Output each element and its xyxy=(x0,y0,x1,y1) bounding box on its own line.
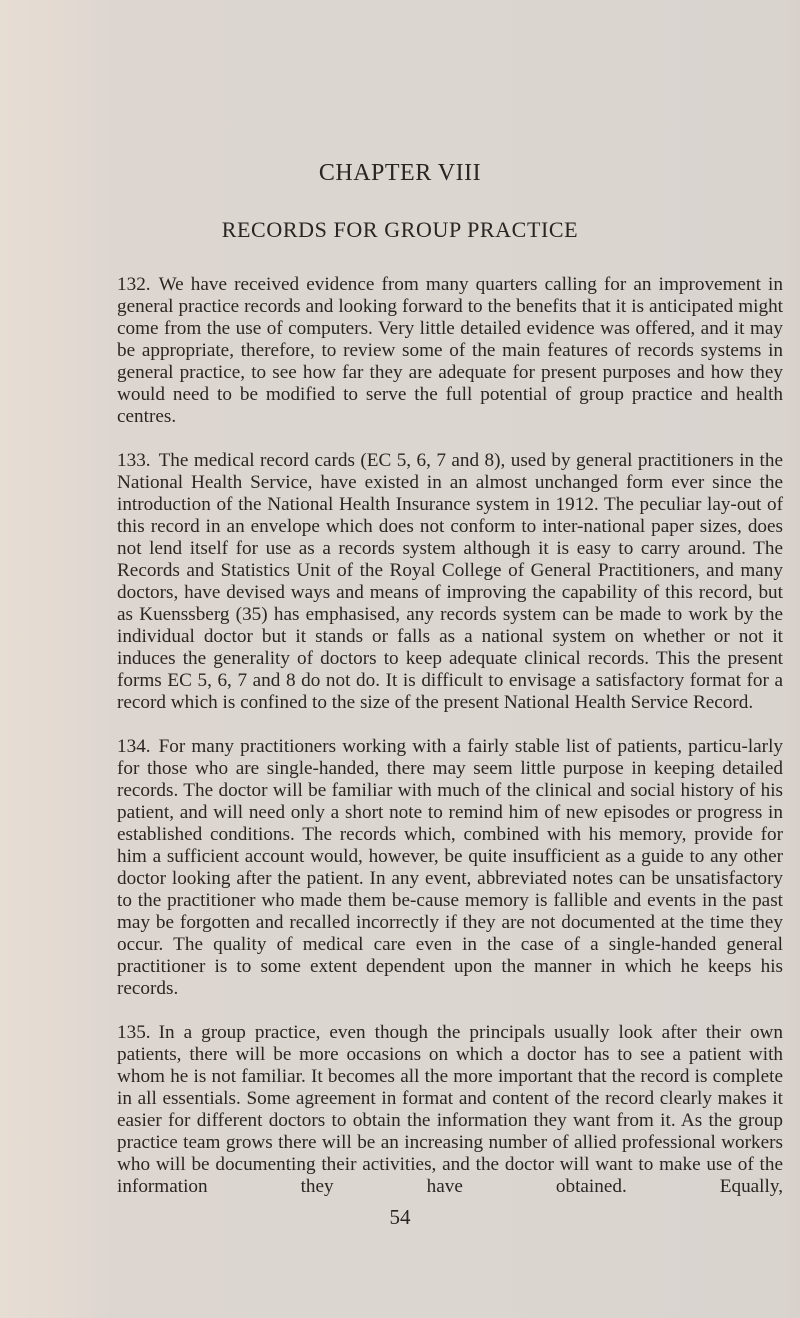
paragraph-132 xyxy=(117,274,783,428)
paragraph-135 xyxy=(117,1022,783,1198)
chapter-title: RECORDS FOR GROUP PRACTICE xyxy=(221,217,579,242)
chapter-heading: CHAPTER VIII xyxy=(318,160,482,186)
paragraph-text: In a group practice, even though the principals usually look after their own patients, there will be more occasions on which a doctor has to see a patient with whom he is not familiar. It becomes all the more important that the record is complete in all essentials. Some agreement in format and content of the record clearly makes it easier for different doctors to obtain the information they want from it. As the group practice team grows there will be an increasing number of allied professional workers who will be documenting their activities, and the doctor will want to make use of the information they have obtained. Equally, xyxy=(117,1022,783,1197)
paragraph-number: 132. xyxy=(117,274,151,295)
paragraph-number: 135. xyxy=(117,1022,151,1043)
paragraph-number: 133. xyxy=(117,450,151,471)
paragraph-number: 134. xyxy=(117,736,151,757)
page-number: 54 xyxy=(389,1205,411,1229)
paragraph-text: The medical record cards (EC 5, 6, 7 and 8), used by general practitioners in the National Health Service, have existed in an almost unchanged form ever since the introduction of the National Health Insurance system in 1912. The peculiar lay-out of this record in an envelope which does not conform to inter-national paper sizes, does not lend itself for use as a records system although it is easy to carry around. The Records and Statistics Unit of the Royal College of General Practitioners, and many doctors, have devised ways and means of improving the capability of this record, but as Kuenssberg (35) has emphasised, any records system can be made to work by the individual doctor but it stands or falls as a national system on whether or not it induces the generality of doctors to keep adequate clinical records. This the present forms EC 5, 6, 7 and 8 do not do. It is difficult to envisage a satisfactory format for a record which is confined to the size of the present National Health Service Record. xyxy=(117,450,783,713)
body-text xyxy=(117,274,783,1220)
paragraph-text: We have received evidence from many quarters calling for an improvement in general practice records and looking forward to the benefits that it is anticipated might come from the use of computers. Very little detailed evidence was offered, and it may be appropriate, therefore, to review some of the main features of records systems in general practice, to see how far they are adequate for present purposes and how they would need to be modified to serve the full potential of group practice and health centres. xyxy=(117,274,783,427)
paragraph-text: For many practitioners working with a fairly stable list of patients, particu-larly for those who are single-handed, there may seem little purpose in keeping detailed records. The doctor will be familiar with much of the clinical and social history of his patient, and will need only a short note to remind him of new episodes or progress in established conditions. The records which, combined with his memory, provide for him a sufficient account would, however, be quite insufficient as a guide to any other doctor looking after the patient. In any event, abbreviated notes can be unsatisfactory to the practitioner who made them be-cause memory is fallible and events in the past may be forgotten and recalled incorrectly if they are not documented at the time they occur. The quality of medical care even in the case of a single-handed general practitioner is to some extent dependent upon the manner in which he keeps his records. xyxy=(117,736,783,999)
paragraph-133 xyxy=(117,450,783,714)
paragraph-134 xyxy=(117,736,783,1000)
